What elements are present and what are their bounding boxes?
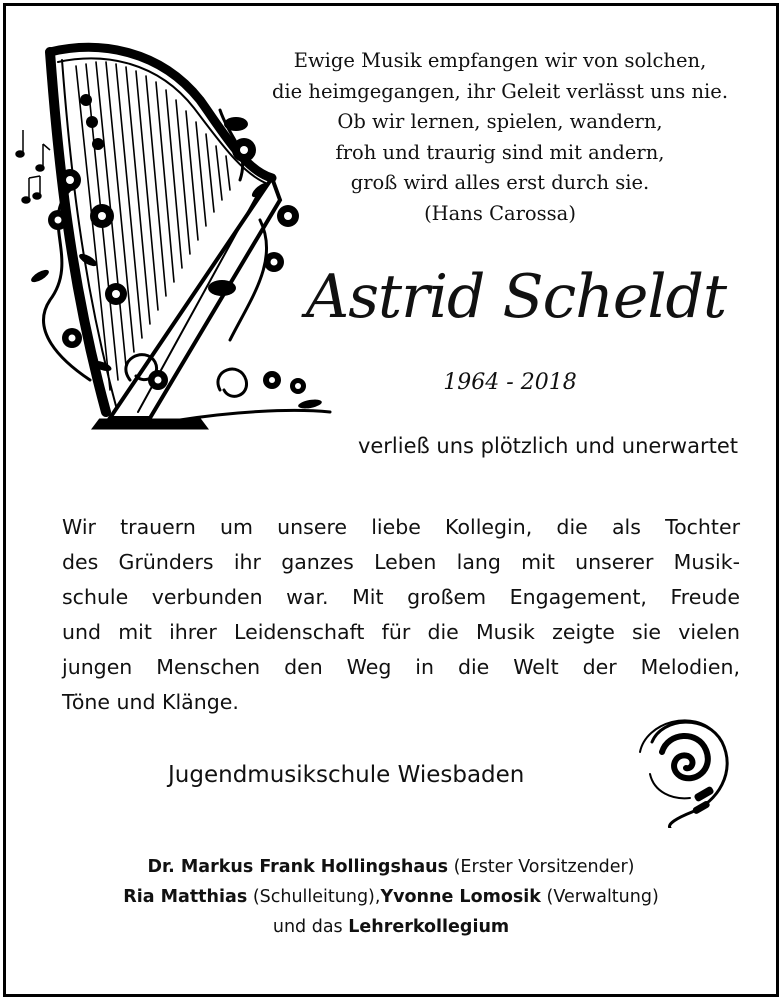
message-line: und mit ihrer Leidenschaft für die Musik zeigte sie vielen [62, 620, 740, 644]
chair-name: Dr. Markus Frank Hollingshaus [147, 857, 449, 877]
teachers-prefix: und das [272, 917, 343, 937]
poem-line: groß wird alles erst durch sie. [350, 171, 650, 194]
poem-line: die heimgegangen, ihr Geleit verlässt uns nie. [271, 79, 729, 103]
poem [262, 46, 738, 229]
poem-author: (Hans Carossa) [424, 201, 576, 225]
signer-line-teachers [40, 912, 742, 942]
violin-scroll-icon [632, 712, 736, 828]
message-line: Töne und Klänge. [62, 690, 239, 714]
deceased-name: Astrid Scheldt [305, 262, 727, 332]
message-line: jungen Menschen den Weg in die Welt der Melodien, [62, 655, 740, 679]
signer-line-staff [40, 882, 742, 912]
school-lead-role: (Schulleitung), [252, 887, 381, 907]
message-paragraph [62, 510, 740, 720]
admin-name: Yvonne Lomosik [380, 887, 541, 907]
school-name: Jugendmusikschule Wiesbaden [168, 762, 525, 788]
school-lead-name: Ria Matthias [123, 887, 248, 907]
life-years: 1964 - 2018 [443, 370, 577, 395]
message-line: des Gründers ihr ganzes Leben lang mit unserer Musik- [62, 550, 740, 574]
death-notice-subtitle: verließ uns plötzlich und unerwartet [357, 434, 738, 458]
poem-line: Ob wir lernen, spielen, wandern, [337, 110, 663, 133]
signatories [40, 852, 742, 942]
chair-role: (Erster Vorsitzender) [453, 857, 635, 877]
message-line: Wir trauern um unsere liebe Kollegin, die als Tochter [62, 515, 740, 539]
poem-line: froh und traurig sind mit andern, [335, 140, 665, 164]
signer-line-chair [40, 852, 742, 882]
poem-line: Ewige Musik empfangen wir von solchen, [293, 49, 707, 72]
message-line: schule verbunden war. Mit großem Engagement, Freude [62, 585, 740, 609]
admin-role: (Verwaltung) [546, 887, 659, 907]
teachers-name: Lehrerkollegium [348, 917, 510, 937]
